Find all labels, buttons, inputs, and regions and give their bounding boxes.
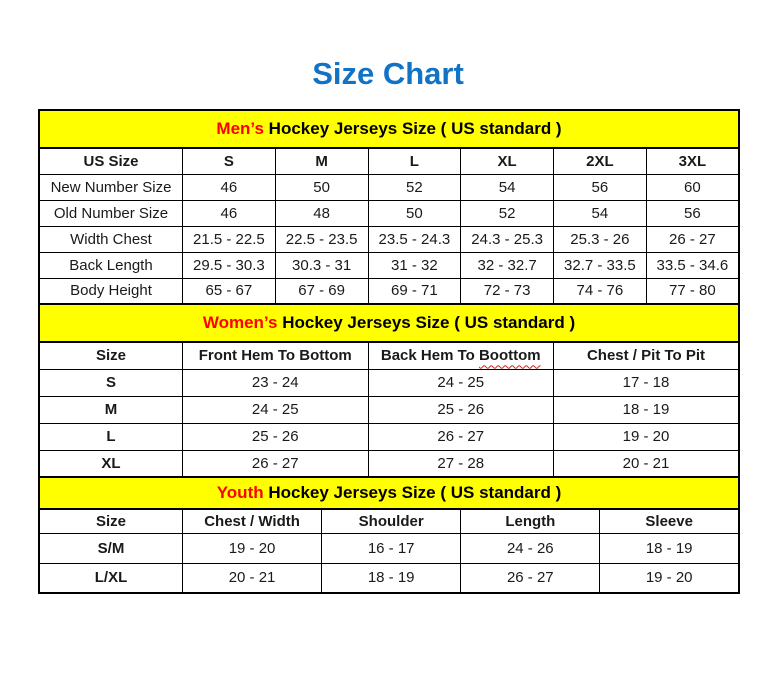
- size-value-cell: 60: [646, 174, 739, 200]
- youth-header-band: [38, 476, 740, 510]
- header-row: [39, 509, 739, 533]
- column-header: Shoulder: [322, 509, 461, 533]
- size-value-cell: 32.7 - 33.5: [554, 252, 647, 278]
- column-header: Front Hem To Bottom: [183, 342, 369, 369]
- column-header: S: [183, 148, 276, 174]
- size-value-cell: 19 - 20: [554, 423, 740, 450]
- column-header: Sleeve: [600, 509, 739, 533]
- header-row: [39, 342, 739, 369]
- size-value-cell: 23 - 24: [183, 369, 369, 396]
- youth-size-table: [38, 508, 740, 594]
- youth-accent-label: Youth: [216, 483, 264, 502]
- column-header: Chest / Pit To Pit: [554, 342, 740, 369]
- column-header: L: [368, 148, 461, 174]
- table-row: [39, 174, 739, 200]
- size-value-cell: 29.5 - 30.3: [183, 252, 276, 278]
- row-label: S: [39, 369, 183, 396]
- row-label: Back Length: [39, 252, 183, 278]
- size-value-cell: 46: [183, 200, 276, 226]
- size-value-cell: 26 - 27: [646, 226, 739, 252]
- row-label: L: [39, 423, 183, 450]
- column-header: Size: [39, 509, 183, 533]
- row-label: Body Height: [39, 278, 183, 304]
- table-row: [39, 278, 739, 304]
- size-value-cell: 18 - 19: [554, 396, 740, 423]
- size-value-cell: 21.5 - 22.5: [183, 226, 276, 252]
- size-value-cell: 19 - 20: [183, 533, 322, 563]
- size-value-cell: 32 - 32.7: [461, 252, 554, 278]
- size-value-cell: 24 - 26: [461, 533, 600, 563]
- size-value-cell: 26 - 27: [368, 423, 554, 450]
- size-value-cell: 27 - 28: [368, 450, 554, 477]
- size-value-cell: 54: [554, 200, 647, 226]
- size-value-cell: 33.5 - 34.6: [646, 252, 739, 278]
- womens-band-label: Hockey Jerseys Size ( US standard ): [277, 313, 576, 332]
- size-value-cell: 25 - 26: [183, 423, 369, 450]
- size-value-cell: 52: [368, 174, 461, 200]
- table-row: [39, 396, 739, 423]
- size-value-cell: 26 - 27: [461, 563, 600, 593]
- table-row: [39, 369, 739, 396]
- column-header: XL: [461, 148, 554, 174]
- table-row: [39, 450, 739, 477]
- size-value-cell: 77 - 80: [646, 278, 739, 304]
- size-value-cell: 24 - 25: [183, 396, 369, 423]
- row-label: Old Number Size: [39, 200, 183, 226]
- column-header: M: [275, 148, 368, 174]
- size-value-cell: 54: [461, 174, 554, 200]
- column-header: Length: [461, 509, 600, 533]
- womens-accent-label: Women’s: [202, 313, 278, 332]
- size-value-cell: 56: [554, 174, 647, 200]
- size-value-cell: 65 - 67: [183, 278, 276, 304]
- size-value-cell: 74 - 76: [554, 278, 647, 304]
- size-value-cell: 24 - 25: [368, 369, 554, 396]
- size-value-cell: 23.5 - 24.3: [368, 226, 461, 252]
- size-value-cell: 69 - 71: [368, 278, 461, 304]
- table-row: [39, 423, 739, 450]
- table-row: [39, 200, 739, 226]
- row-label: New Number Size: [39, 174, 183, 200]
- table-row: [39, 533, 739, 563]
- header-row: [39, 148, 739, 174]
- table-row: [39, 226, 739, 252]
- column-header: Chest / Width: [183, 509, 322, 533]
- mens-band-label: Hockey Jerseys Size ( US standard ): [263, 119, 562, 138]
- row-label: XL: [39, 450, 183, 477]
- size-value-cell: 67 - 69: [275, 278, 368, 304]
- table-row: [39, 252, 739, 278]
- column-header: 3XL: [646, 148, 739, 174]
- size-value-cell: 30.3 - 31: [275, 252, 368, 278]
- misspelled-word: Boottom: [478, 347, 541, 365]
- size-value-cell: 24.3 - 25.3: [461, 226, 554, 252]
- size-value-cell: 46: [183, 174, 276, 200]
- column-header: Size: [39, 342, 183, 369]
- size-value-cell: 25.3 - 26: [554, 226, 647, 252]
- size-value-cell: 52: [461, 200, 554, 226]
- size-value-cell: 18 - 19: [322, 563, 461, 593]
- row-label: Width Chest: [39, 226, 183, 252]
- size-value-cell: 25 - 26: [368, 396, 554, 423]
- size-value-cell: 19 - 20: [600, 563, 739, 593]
- size-value-cell: 16 - 17: [322, 533, 461, 563]
- column-header: US Size: [39, 148, 183, 174]
- size-value-cell: 22.5 - 23.5: [275, 226, 368, 252]
- row-label: S/M: [39, 533, 183, 563]
- youth-band-label: Hockey Jerseys Size ( US standard ): [263, 483, 562, 502]
- size-chart-stack: [38, 109, 740, 594]
- size-value-cell: 72 - 73: [461, 278, 554, 304]
- size-value-cell: 18 - 19: [600, 533, 739, 563]
- size-value-cell: 20 - 21: [554, 450, 740, 477]
- mens-size-table: [38, 147, 740, 305]
- column-header: Back Hem To Boottom: [368, 342, 554, 369]
- mens-accent-label: Men’s: [216, 119, 264, 138]
- size-value-cell: 56: [646, 200, 739, 226]
- column-header: 2XL: [554, 148, 647, 174]
- mens-header-band: [38, 109, 740, 149]
- womens-size-table: [38, 341, 740, 478]
- size-value-cell: 26 - 27: [183, 450, 369, 477]
- size-value-cell: 31 - 32: [368, 252, 461, 278]
- size-value-cell: 50: [368, 200, 461, 226]
- size-value-cell: 20 - 21: [183, 563, 322, 593]
- row-label: M: [39, 396, 183, 423]
- size-value-cell: 50: [275, 174, 368, 200]
- size-value-cell: 48: [275, 200, 368, 226]
- row-label: L/XL: [39, 563, 183, 593]
- page-title: Size Chart: [312, 56, 464, 91]
- size-value-cell: 17 - 18: [554, 369, 740, 396]
- womens-header-band: [38, 303, 740, 343]
- table-row: [39, 563, 739, 593]
